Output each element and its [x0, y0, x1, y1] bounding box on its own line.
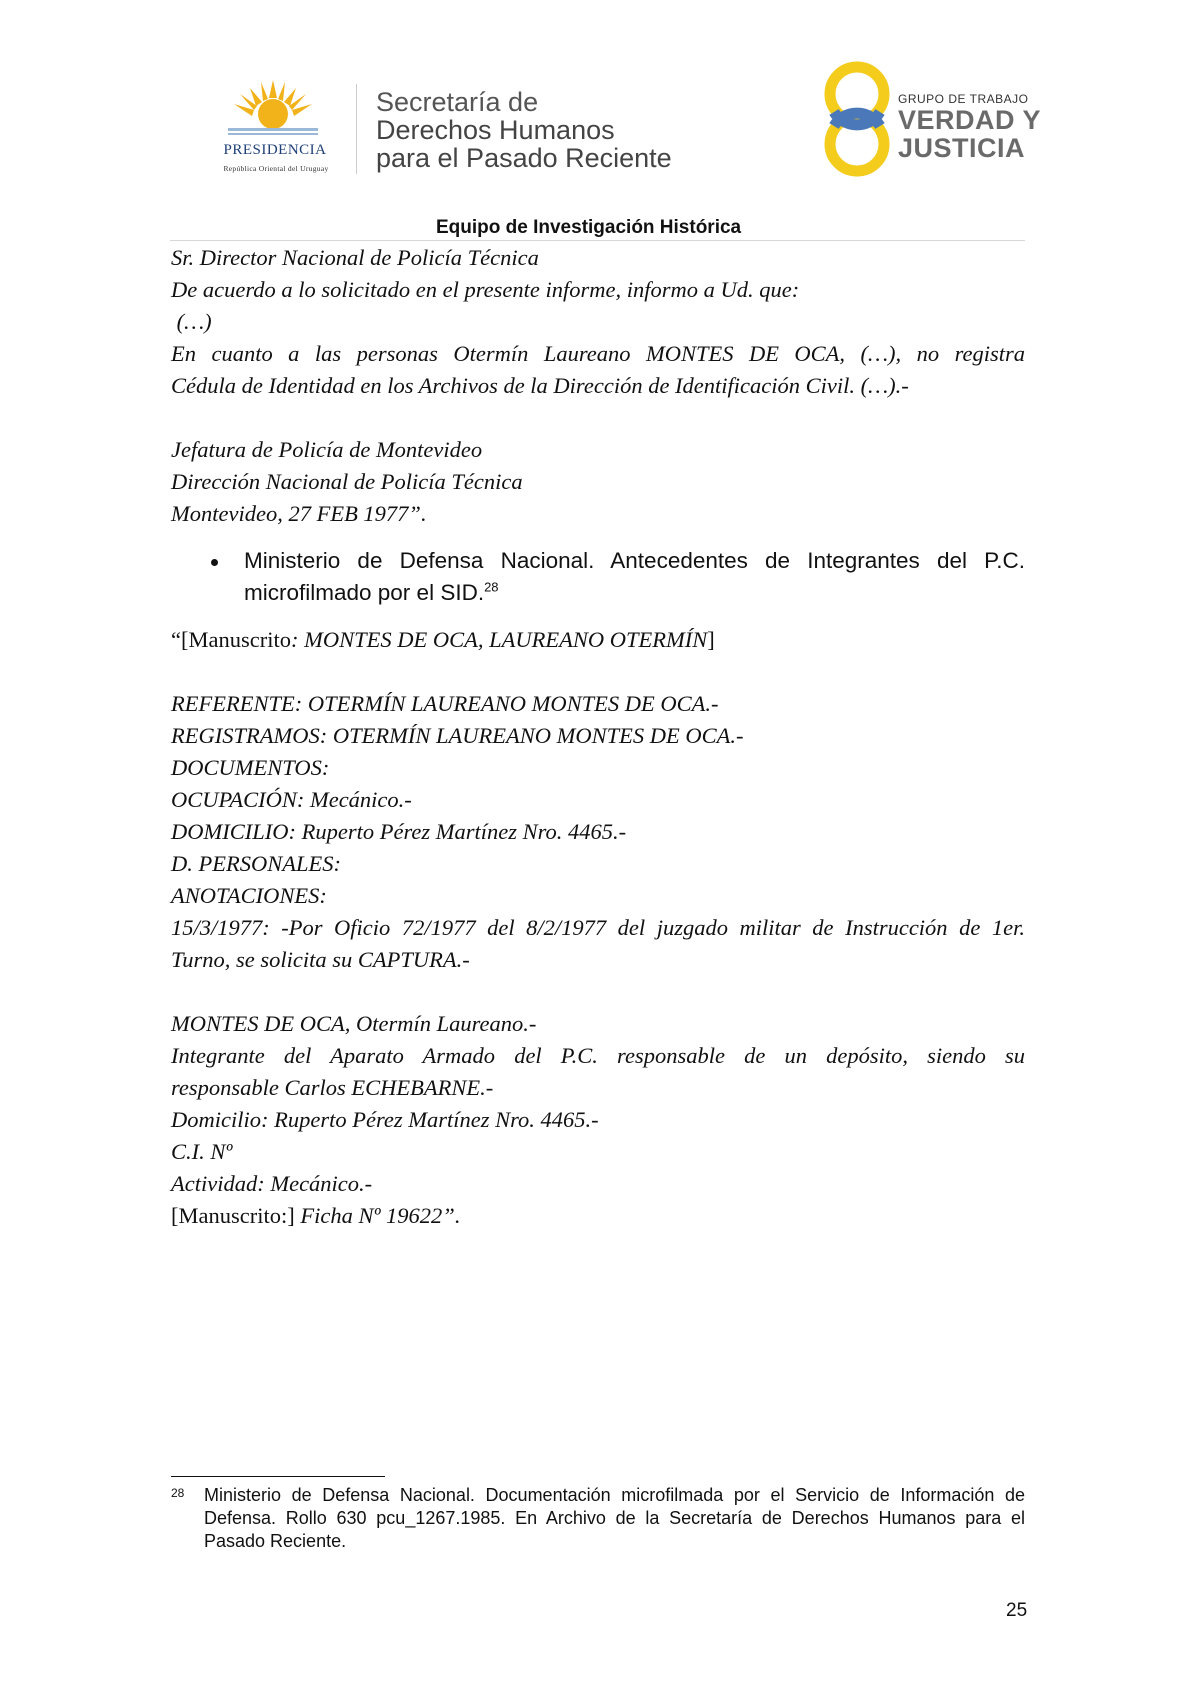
record-line: DOMICILIO: Ruperto Pérez Martínez Nro. 4465.- [171, 819, 627, 844]
record-line: DOCUMENTOS: [171, 755, 330, 780]
letter-line: Montevideo, 27 FEB 1977”. [171, 501, 427, 526]
grupo-trabajo-title [898, 92, 1041, 162]
record-line: Turno, se solicita su CAPTURA.- [171, 947, 470, 972]
record-block [171, 624, 1025, 1232]
record-line: Actividad: Mecánico.- [171, 1171, 373, 1196]
presidencia-subtitle: República Oriental del Uruguay [223, 164, 329, 173]
bullet-icon [211, 559, 218, 566]
letter-line: (…) [171, 309, 212, 334]
ficha-line [171, 1200, 1025, 1232]
letter-block [171, 242, 1025, 530]
page-number: 25 [1006, 1600, 1028, 1621]
record-line: Integrante del Aparato Armado del P.C. responsable de un depósito, siendo su [171, 1043, 1025, 1068]
sun-icon [228, 80, 318, 140]
grupo-trabajo-line-2: JUSTICIA [898, 133, 1026, 163]
letter-line: Cédula de Identidad en los Archivos de la Dirección de Identificación Civil. (…).- [171, 373, 909, 398]
bullet-line-2: microfilmado por el SID. [244, 580, 485, 605]
secretaria-line-1: Secretaría de [376, 87, 539, 117]
letter-line: De acuerdo a lo solicitado en el presente informe, informo a Ud. que: [171, 277, 800, 302]
footnote-number: 28 [171, 1486, 185, 1500]
footnote-ref: 28 [484, 579, 499, 595]
record-line: ANOTACIONES: [171, 883, 327, 908]
record-line: 15/3/1977: -Por Oficio 72/1977 del 8/2/1977 del juzgado militar de Instrucción de 1er. [171, 915, 1025, 940]
manuscrito-name: : MONTES DE OCA, LAUREANO OTERMÍN [290, 627, 708, 652]
secretaria-line-3: para el Pasado Reciente [376, 143, 672, 173]
footnote-text: Ministerio de Defensa Nacional. Documentación microfilmada por el Servicio de Información de Defensa. Rollo 630 pcu_1267.1985. En Archivo de la Secretaría de Derechos Humanos para el Pasado Reciente. [204, 1485, 1025, 1551]
record-line: D. PERSONALES: [171, 851, 341, 876]
footnote [171, 1484, 1025, 1553]
record-line: C.I. Nº [171, 1139, 233, 1164]
secretaria-title [376, 88, 672, 172]
record-line: responsable Carlos ECHEBARNE.- [171, 1075, 494, 1100]
secretaria-line-2: Derechos Humanos [376, 115, 615, 145]
record-line: Domicilio: Ruperto Pérez Martínez Nro. 4465.- [171, 1107, 599, 1132]
manuscrito-open: “[Manuscrito [171, 627, 291, 652]
grupo-trabajo-small: GRUPO DE TRABAJO [898, 92, 1029, 106]
footnote-rule [171, 1476, 385, 1477]
bullet-line-1: Ministerio de Defensa Nacional. Antecedentes de Integrantes del P.C. [244, 548, 1025, 573]
record-line: MONTES DE OCA, Otermín Laureano.- [171, 1011, 537, 1036]
bullet-item [171, 545, 1025, 609]
letter-line: En cuanto a las personas Otermín Laureano MONTES DE OCA, (…), no registra [171, 341, 1025, 366]
manuscrito-close: ] [707, 627, 715, 652]
presidencia-logo [196, 80, 356, 180]
ficha-number: Ficha Nº 19622”. [294, 1203, 461, 1228]
header-rule [170, 240, 1025, 241]
letter-line: Sr. Director Nacional de Policía Técnica [171, 245, 539, 270]
header-divider [356, 84, 357, 174]
letter-line: Dirección Nacional de Policía Técnica [171, 469, 523, 494]
record-line: REGISTRAMOS: OTERMÍN LAUREANO MONTES DE OCA.- [171, 723, 744, 748]
letter-line: Jefatura de Policía de Montevideo [171, 437, 483, 462]
rings-logo-icon [822, 56, 892, 182]
presidencia-name: PRESIDENCIA [223, 142, 327, 158]
grupo-trabajo-line-1: VERDAD Y [898, 105, 1042, 135]
record-line: OCUPACIÓN: Mecánico.- [171, 787, 412, 812]
manuscrito-heading [171, 624, 1025, 656]
team-header: Equipo de Investigación Histórica [436, 217, 742, 238]
record-line: REFERENTE: OTERMÍN LAUREANO MONTES DE OCA.- [171, 691, 719, 716]
manuscrito-label: [Manuscrito:] [171, 1203, 295, 1228]
